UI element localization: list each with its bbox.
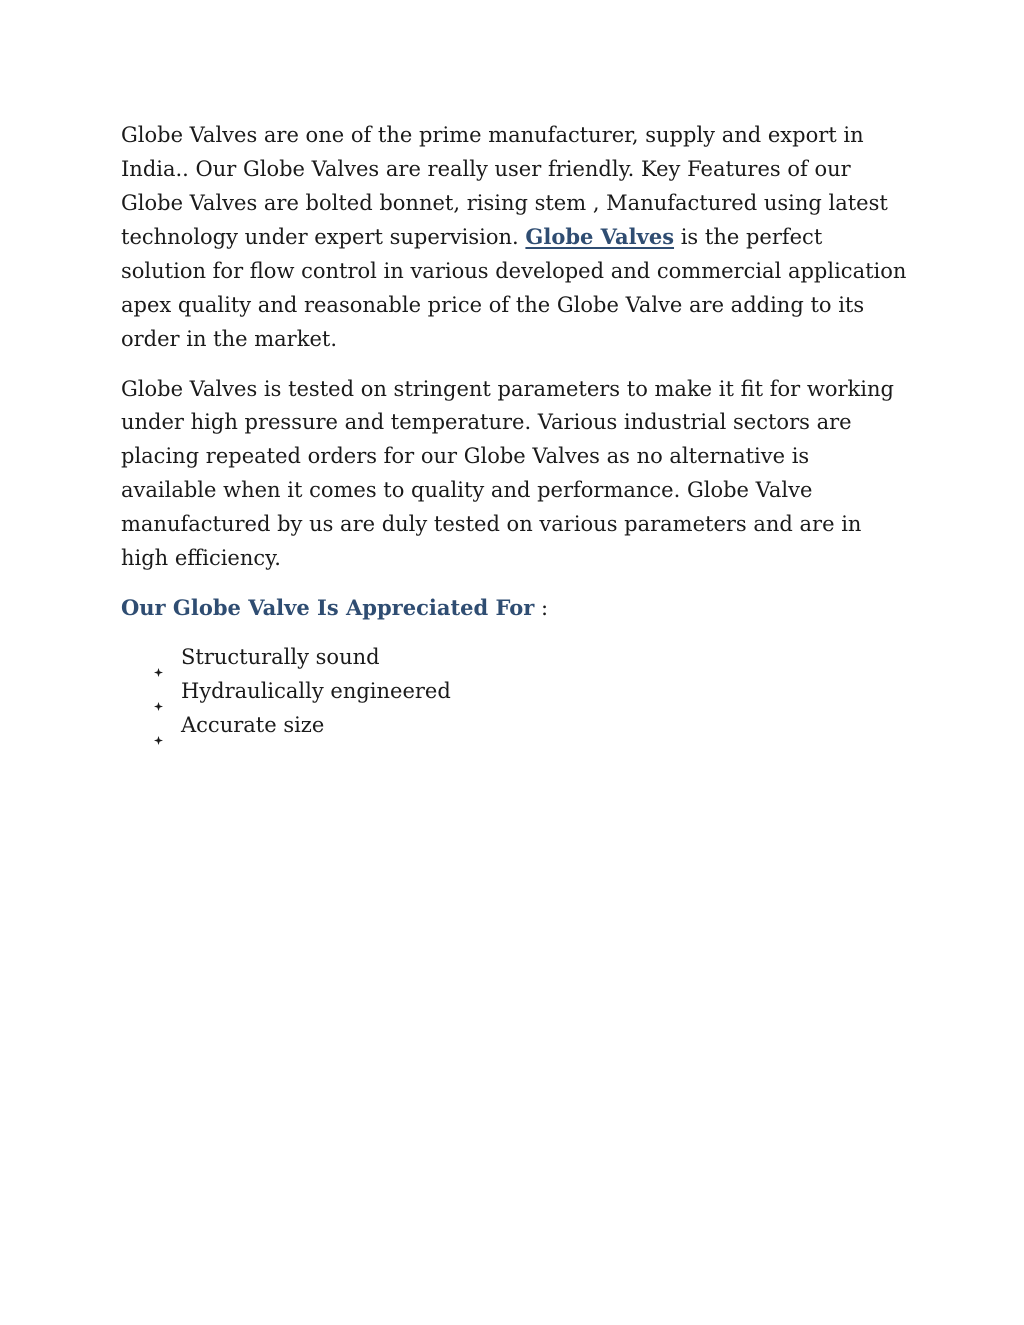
paragraph-testing: Globe Valves is tested on stringent parameters to make it fit for working under high pressure and temperature. Various industrial sectors are placing repeated orders for our Globe Valves as no alternative is available when it comes to quality and performance. Globe Valve manufactured by us are duly tested on various parameters and are in high efficiency.: [121, 376, 894, 570]
globe-valves-link[interactable]: Globe Valves: [525, 224, 675, 250]
document-body: [121, 119, 911, 743]
list-item-text: Hydraulically engineered: [181, 678, 451, 703]
section-heading-suffix: :: [534, 596, 549, 621]
list-item: [121, 675, 911, 709]
feature-list: [121, 641, 911, 742]
section-heading: [121, 591, 911, 626]
paragraph-intro: [121, 119, 911, 357]
list-item-text: Structurally sound: [181, 645, 380, 670]
list-item: [121, 641, 911, 675]
paragraph-intro-text-after: is the perfect solution for flow control in various developed and commercial application apex quality and reasonable price of the Globe Valve are adding to its order in the market.: [121, 225, 907, 351]
diamond-bullet-icon: [154, 722, 163, 731]
paragraph-intro-text-before: Globe Valves are one of the prime manufacturer, supply and export in India.. Our Globe Valves are really user friendly. Key Features of our Globe Valves are bolted bonnet, rising stem , Manufactured using latest technology under expert supervision.: [121, 123, 888, 250]
section-heading-text: Our Globe Valve Is Appreciated For: [121, 595, 535, 621]
diamond-bullet-icon: [154, 688, 163, 697]
list-item-text: Accurate size: [181, 712, 325, 737]
diamond-bullet-icon: [154, 654, 163, 663]
list-item: [121, 709, 911, 743]
